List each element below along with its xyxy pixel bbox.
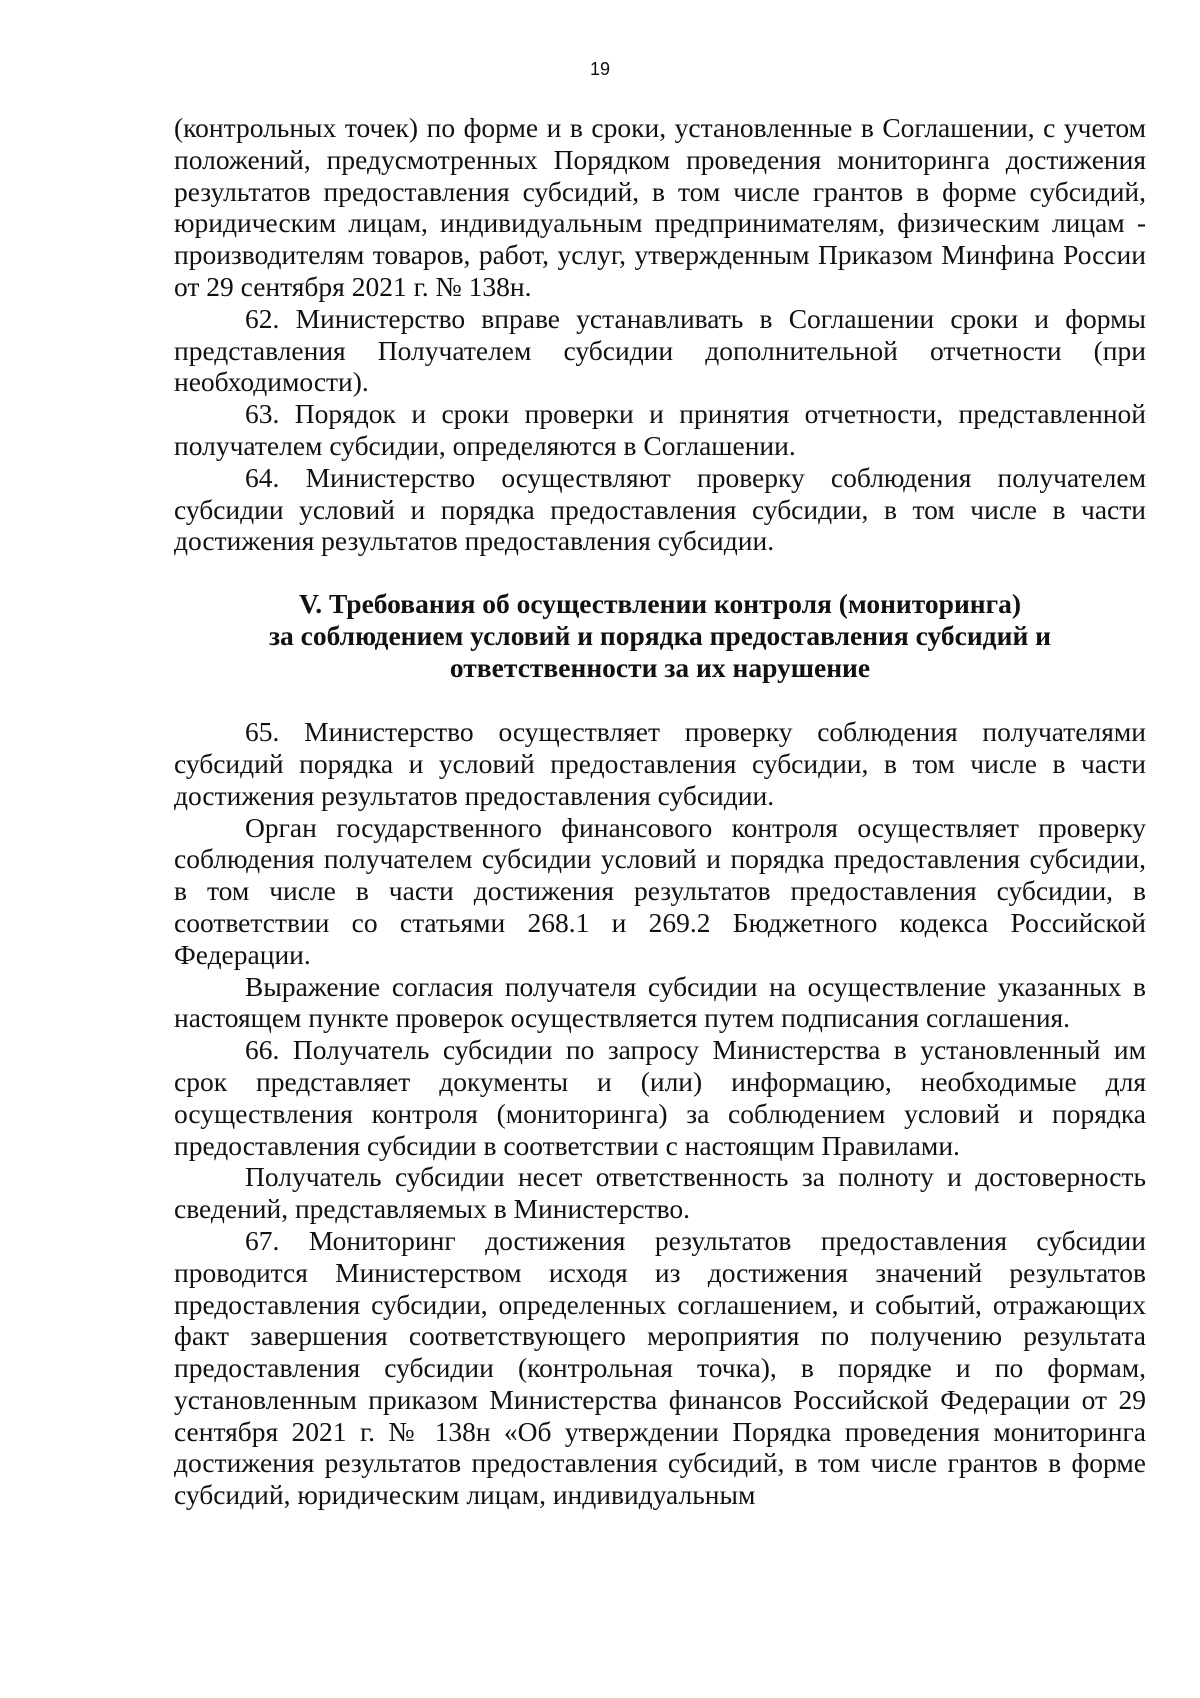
page-number: 19 (589, 59, 611, 79)
paragraph-61-continuation: (контрольных точек) по форме и в сроки, установленные в Соглашении, с учетом положений, предусмотренных Порядком проведения мониторинга достижения результатов предоставления субсидий, в том числе грантов в форме субсидий, юридическим лицам, индивидуальным предпринимателям, физическим лицам - производителям товаров, работ, услуг, утвержденным Приказом Минфина России от 29 сентября 2021 г. № 138н. (174, 112, 1146, 302)
paragraph-65: 65. Министерство осуществляет проверку соблюдения получателями субсидий порядка и условий предоставления субсидии, в том числе в части достижения результатов предоставления субсидии. (174, 716, 1146, 811)
paragraph-65-consent: Выражение согласия получателя субсидии на осуществление указанных в настоящем пункте проверок осуществляется путем подписания соглашения. (174, 970, 1146, 1034)
paragraph-65-financial-control: Орган государственного финансового контроля осуществляет проверку соблюдения получателем субсидии условий и порядка предоставления субсидии, в том числе в части достижения результатов предоставления субсидии, в соответствии со статьями 268.1 и 269.2 Бюджетного кодекса Российской Федерации. (174, 811, 1146, 970)
paragraph-64: 64. Министерство осуществляют проверку соблюдения получателем субсидии условий и порядка предоставления субсидии, в том числе в части достижения результатов предоставления субсидии. (174, 461, 1146, 557)
paragraph-66-responsibility: Получатель субсидии несет ответственность за полноту и достоверность сведений, представляемых в Министерство. (174, 1161, 1146, 1225)
paragraph-63: 63. Порядок и сроки проверки и принятия отчетности, представленной получателем субсидии, определяются в Соглашении. (174, 398, 1146, 461)
section-heading-line-1: V. Требования об осуществлении контроля (мониторинга) (298, 588, 1022, 620)
paragraph-67: 67. Мониторинг достижения результатов предоставления субсидии проводится Министерством исходя из достижения значений результатов предоставления субсидии, определенных соглашением, и событий, отражающих факт завершения соответствующего мероприятия по получению результата предоставления субсидии (контрольная точка), в порядке и по формам, установленным приказом Министерства финансов Российской Федерации от 29 сентября 2021 г. № 138н «Об утверждении Порядка проведения мониторинга достижения результатов предоставления субсидий, в том числе грантов в форме субсидий, юридическим лицам, индивидуальным (174, 1224, 1146, 1511)
section-heading (174, 588, 1146, 684)
paragraph-62: 62. Министерство вправе устанавливать в Соглашении сроки и формы представления Получателем субсидии дополнительной отчетности (при необходимости). (174, 302, 1146, 398)
document-body (174, 112, 1146, 1511)
section-heading-line-3: ответственности за их нарушение (449, 652, 871, 684)
paragraph-66: 66. Получатель субсидии по запросу Министерства в установленный им срок представляет документы и (или) информацию, необходимые для осуществления контроля (мониторинга) за соблюдением условий и порядка предоставления субсидии в соответствии с настоящим Правилами. (174, 1034, 1146, 1161)
section-heading-line-2: за соблюдением условий и порядка предоставления субсидий и (268, 620, 1052, 652)
